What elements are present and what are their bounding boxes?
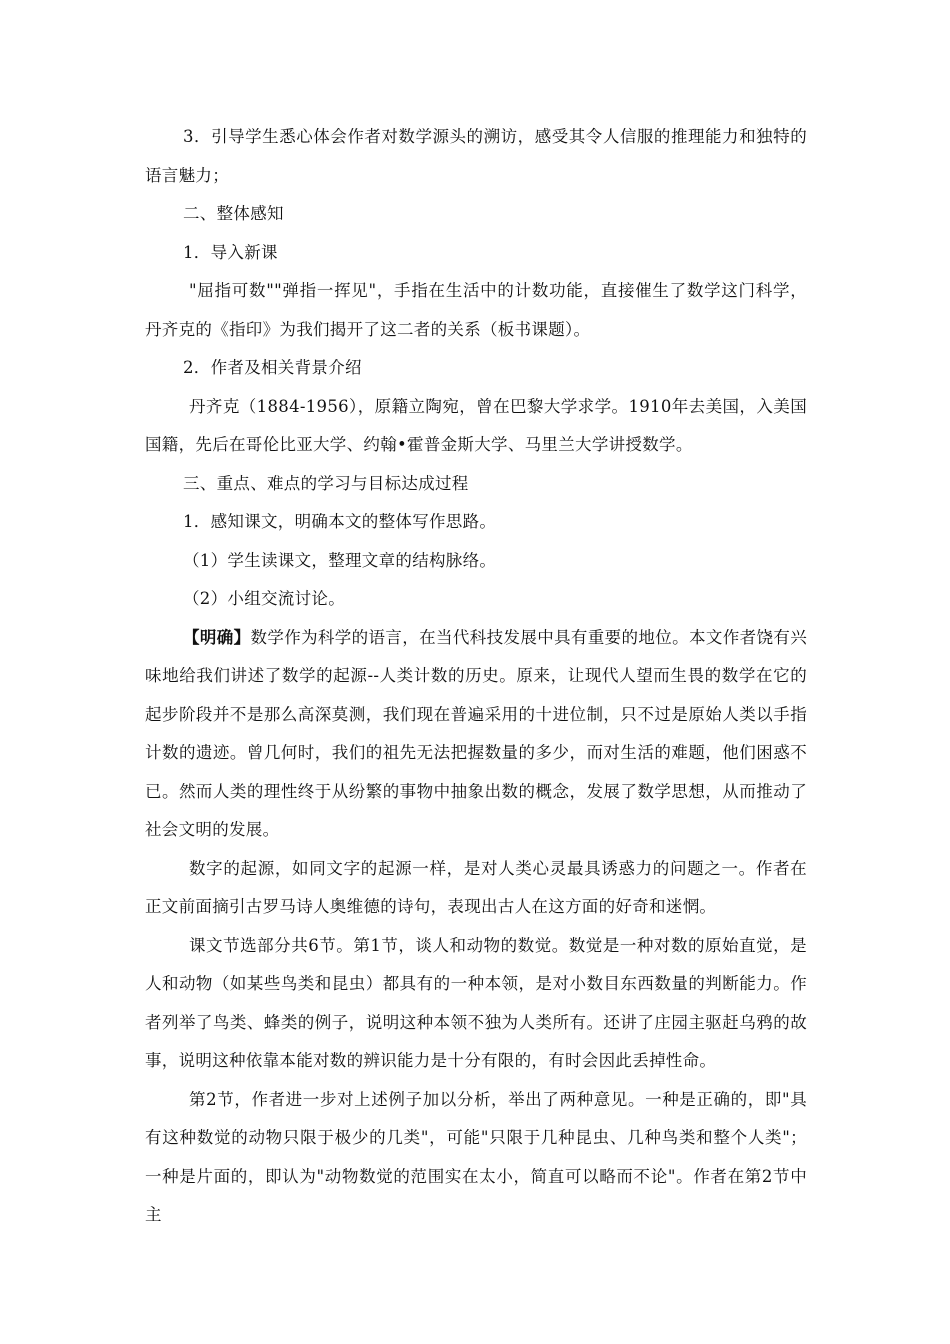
step-1: 1．感知课文，明确本文的整体写作思路。 <box>183 512 497 531</box>
step-1-1: （1）学生读课文，整理文章的结构脉络。 <box>183 550 497 570</box>
clarify-paragraph <box>145 619 807 850</box>
section-heading-overall: 二、整体感知 <box>183 204 284 223</box>
subheading-author: 2．作者及相关背景介绍 <box>183 358 362 377</box>
intro-paragraph: "屈指可数""弹指一挥见"，手指在生活中的计数功能，直接催生了数学这门科学，丹齐克的《指印》为我们揭开了这二者的关系（板书课题）。 <box>145 281 807 339</box>
clarify-label: 【明确】 <box>183 627 251 647</box>
body-paragraph-section1: 课文节选部分共6节。第1节，谈人和动物的数觉。数觉是一种对数的原始直觉，是人和动物（如某些鸟类和昆虫）都具有的一种本领，是对小数目东西数量的判断能力。作者列举了鸟类、蜂类的例子，说明这种本领不独为人类所有。还讲了庄园主驱赶乌鸦的故事，说明这种依靠本能对数的辨识能力是十分有限的，有时会因此丢掉性命。 <box>145 935 807 1070</box>
section-heading-key-points: 三、重点、难点的学习与目标达成过程 <box>183 473 469 493</box>
step-1-2: （2）小组交流讨论。 <box>183 589 345 608</box>
author-paragraph: 丹齐克（1884-1956），原籍立陶宛，曾在巴黎大学求学。1910年去美国，入美国国籍，先后在哥伦比亚大学、约翰•霍普金斯大学、马里兰大学讲授数学。 <box>145 396 807 454</box>
body-paragraph-origin: 数字的起源，如同文字的起源一样，是对人类心灵最具诱惑力的问题之一。作者在正文前面摘引古罗马诗人奥维德的诗句，表现出古人在这方面的好奇和迷惘。 <box>145 858 807 916</box>
objective-3: 3．引导学生悉心体会作者对数学源头的溯访，感受其令人信服的推理能力和独特的语言魅力； <box>145 127 807 185</box>
document-body <box>145 118 807 1235</box>
clarify-text: 数学作为科学的语言，在当代科技发展中具有重要的地位。本文作者饶有兴味地给我们讲述了数学的起源--人类计数的历史。原来，让现代人望而生畏的数学在它的起步阶段并不是那么高深莫测，我们现在普遍采用的十进位制，只不过是原始人类以手指计数的遗迹。曾几何时，我们的祖先无法把握数量的多少，而对生活的难题，他们困惑不已。然而人类的理性终于从纷繁的事物中抽象出数的概念，发展了数学思想，从而推动了社会文明的发展。 <box>145 627 807 839</box>
body-paragraph-section2: 第2节，作者进一步对上述例子加以分析，举出了两种意见。一种是正确的，即"具有这种数觉的动物只限于极少的几类"，可能"只限于几种昆虫、几种鸟类和整个人类"；一种是片面的，即认为"动物数觉的范围实在太小，简直可以略而不论"。作者在第2节中主 <box>145 1089 807 1224</box>
subheading-intro: 1．导入新课 <box>183 242 278 262</box>
